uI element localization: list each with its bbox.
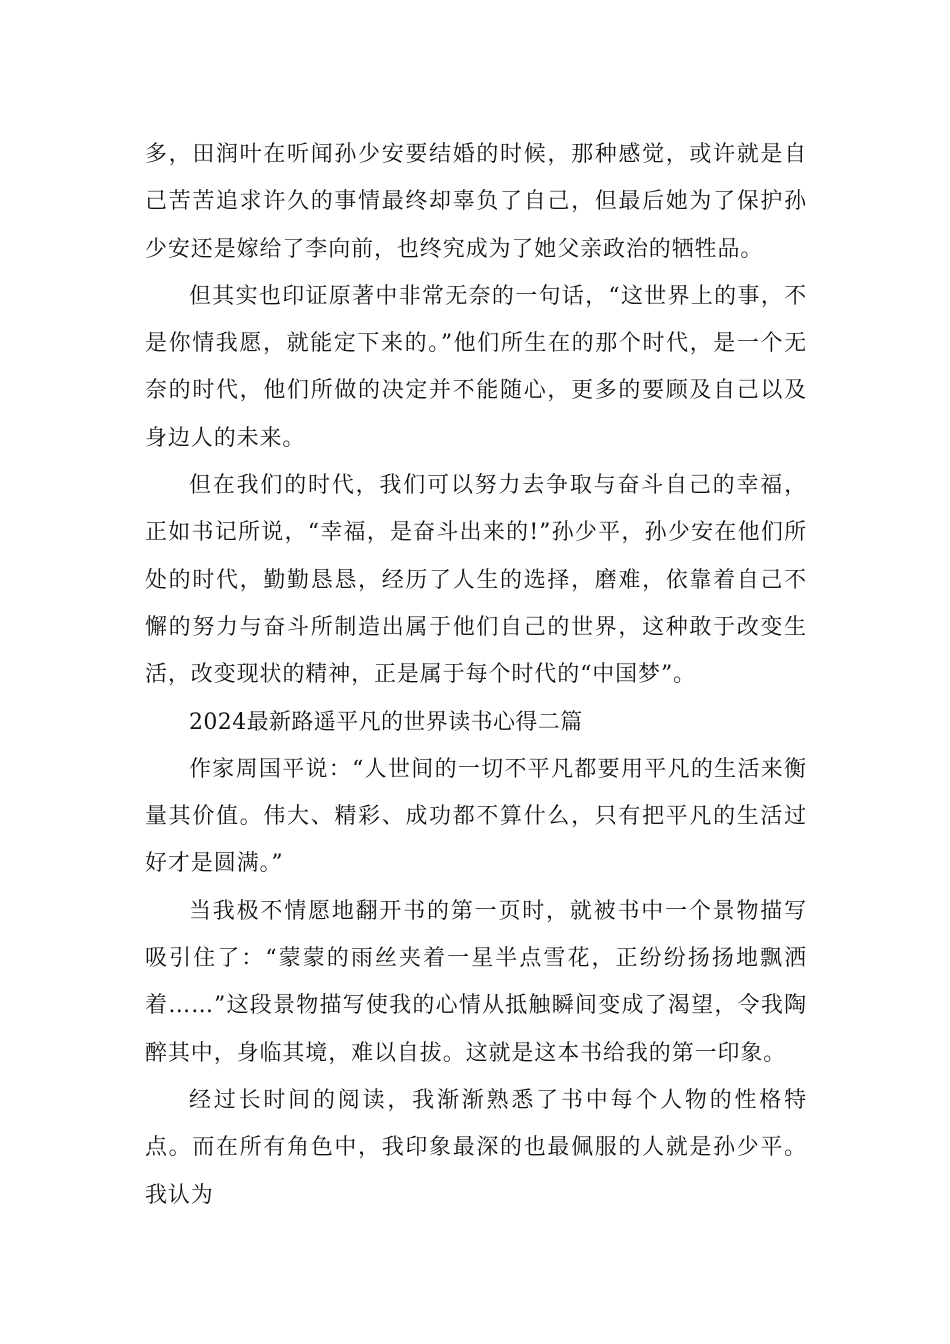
document-body [145,131,807,1219]
paragraph: 但在我们的时代，我们可以努力去争取与奋斗自己的幸福，正如书记所说，“幸福，是奋斗出来的!”孙少平，孙少安在他们所处的时代，勤勤恳恳，经历了人生的选择，磨难，依靠着自己不懈的努力与奋斗所制造出属于他们自己的世界，这种敢于改变生活，改变现状的精神，正是属于每个时代的“中国梦”。 [145,473,807,688]
paragraph: 经过长时间的阅读，我渐渐熟悉了书中每个人物的性格特点。而在所有角色中，我印象最深的也最佩服的人就是孙少平。我认为 [145,1087,807,1208]
section-heading: 2024最新路遥平凡的世界读书心得二篇 [189,709,583,735]
paragraph-continuation: 多，田润叶在听闻孙少安要结婚的时候，那种感觉，或许就是自己苦苦追求许久的事情最终却辜负了自己，但最后她为了保护孙少安还是嫁给了李向前，也终究成为了她父亲政治的牺牲品。 [145,142,807,262]
paragraph: 当我极不情愿地翻开书的第一页时，就被书中一个景物描写吸引住了：“蒙蒙的雨丝夹着一星半点雪花，正纷纷扬扬地飘洒着……”这段景物描写使我的心情从抵触瞬间变成了渴望，令我陶醉其中，身临其境，难以自拔。这就是这本书给我的第一印象。 [145,898,807,1066]
paragraph: 作家周国平说：“人世间的一切不平凡都要用平凡的生活来衡量其价值。伟大、精彩、成功都不算什么，只有把平凡的生活过好才是圆满。” [145,756,807,877]
paragraph: 但其实也印证原著中非常无奈的一句话，“这世界上的事，不是你情我愿，就能定下来的。”他们所生在的那个时代，是一个无奈的时代，他们所做的决定并不能随心，更多的要顾及自己以及身边人的未来。 [145,283,807,451]
